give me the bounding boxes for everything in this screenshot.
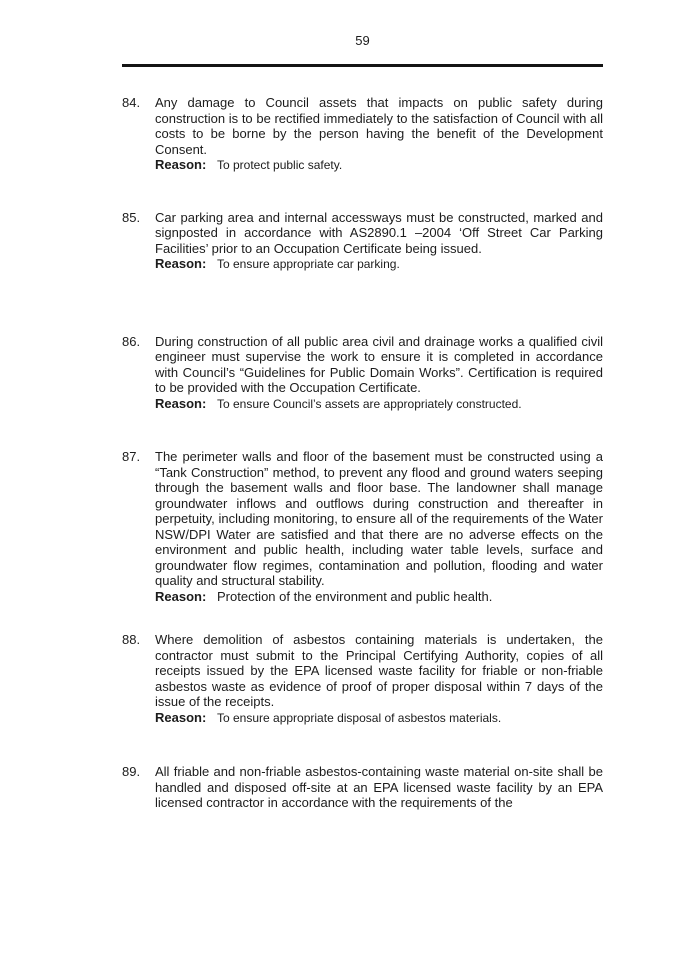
reason-line [155, 589, 603, 605]
reason-label: Reason: [155, 157, 207, 172]
condition-item [122, 764, 603, 811]
reason-label: Reason: [155, 395, 207, 411]
condition-text [155, 632, 603, 726]
reason-line [155, 157, 603, 174]
reason-text: To ensure Council’s assets are appropriately constructed. [217, 396, 522, 411]
condition-item [122, 449, 603, 604]
condition-body: All friable and non-friable asbestos-containing waste material on-site shall be handled and disposed off-site at an EPA licensed waste facility by an EPA licensed contractor in accordance with the requirements of the [155, 764, 603, 810]
condition-item [122, 334, 603, 413]
condition-text [155, 95, 603, 174]
page-number: 59 [355, 33, 370, 48]
reason-label: Reason: [155, 256, 207, 271]
condition-number: 86. [122, 333, 141, 349]
condition-body: The perimeter walls and floor of the basement must be constructed using a “Tank Construction” method, to prevent any flood and ground waters seeping through the basement walls and floor base. The landowner shall manage groundwater inflows and outflows during construction and thereafter in perpetuity, including monitoring, to ensure all of the requirements of the Water NSW/DPI Water are satisfied and that there are no adverse effects on the environment and public health, including water table levels, surface and groundwater flow regimes, contamination and pollution, flooding and water quality and structural stability. [155, 449, 603, 588]
condition-text [155, 334, 603, 413]
condition-body: During construction of all public area civil and drainage works a qualified civil engineer must supervise the work to ensure it is completed in accordance with Council’s “Guidelines for Public Domain Works”. Certification is required to be provided with the Occupation Certificate. [155, 333, 603, 395]
condition-item [122, 632, 603, 726]
condition-text [155, 449, 603, 604]
reason-text: To ensure appropriate car parking. [217, 257, 400, 271]
condition-item [122, 95, 603, 174]
conditions-list [122, 95, 603, 811]
condition-number: 88. [122, 632, 141, 647]
reason-line [155, 256, 603, 273]
condition-number: 84. [122, 95, 141, 110]
condition-number: 89. [122, 764, 141, 779]
reason-label: Reason: [155, 709, 207, 725]
reason-line [155, 710, 603, 727]
condition-body: Any damage to Council assets that impacts on public safety during construction is to be rectified immediately to the satisfaction of Council with all costs to be borne by the person having the benefit of the Development Consent. [155, 95, 603, 157]
reason-text: Protection of the environment and public health. [217, 588, 493, 604]
reason-label: Reason: [155, 588, 207, 604]
reason-line [155, 396, 603, 413]
condition-number: 87. [122, 449, 141, 464]
condition-body: Car parking area and internal accessways must be constructed, marked and signposted in accordance with AS2890.1 –2004 ‘Off Street Car Parking Facilities’ prior to an Occupation Certificate being issued. [155, 209, 603, 256]
reason-text: To protect public safety. [217, 158, 343, 172]
condition-text [155, 210, 603, 273]
condition-body: Where demolition of asbestos containing materials is undertaken, the contractor must submit to the Principal Certifying Authority, copies of all receipts issued by the EPA licensed waste facility for friable or non-friable asbestos waste as evidence of proof of proper disposal within 7 days of the issue of the receipts. [155, 632, 603, 709]
header-rule [122, 64, 603, 67]
condition-text [155, 764, 603, 811]
condition-number: 85. [122, 209, 141, 225]
condition-item [122, 210, 603, 273]
reason-text: To ensure appropriate disposal of asbestos materials. [217, 710, 502, 725]
